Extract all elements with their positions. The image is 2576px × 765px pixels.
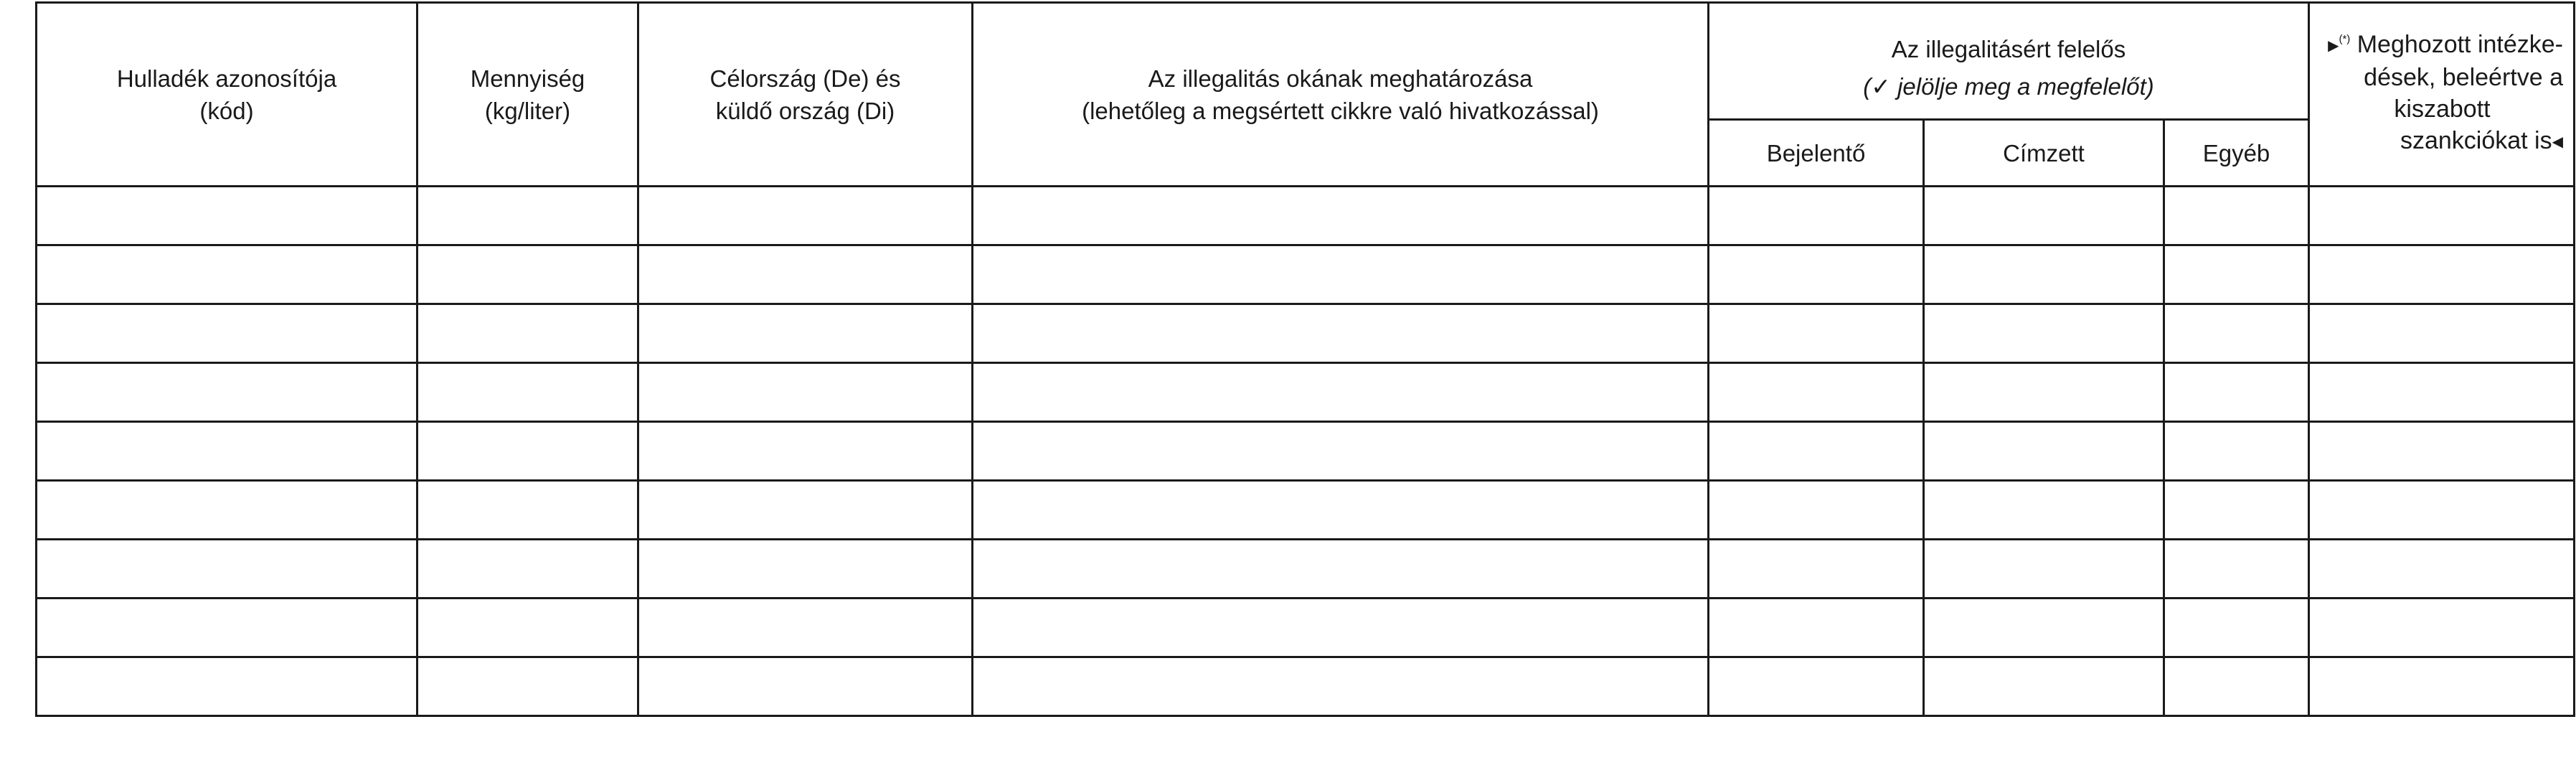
table-cell[interactable]	[2164, 422, 2309, 481]
table-cell[interactable]	[2309, 422, 2575, 481]
header-responsible-title: Az illegalitásért felelős	[1891, 36, 2126, 62]
table-cell[interactable]	[417, 245, 638, 304]
table-cell[interactable]	[2164, 187, 2309, 245]
table-cell[interactable]	[1709, 540, 1924, 599]
measures-line3: kiszabott	[2394, 95, 2491, 123]
amendment-start-marker-icon: ▶	[2328, 38, 2339, 55]
table-cell[interactable]	[973, 540, 1709, 599]
header-waste-id-line1: Hulladék azonosítója	[116, 65, 337, 92]
check-mark-icon: ✓	[1871, 73, 1891, 100]
table-cell[interactable]	[1924, 245, 2164, 304]
header-country-line1: Célország (De) és	[709, 65, 901, 92]
header-responsible	[1709, 3, 2309, 120]
table-cell[interactable]	[2309, 245, 2575, 304]
table-cell[interactable]	[638, 187, 973, 245]
header-reason-line2: (lehetőleg a megsértett cikkre való hivatkozással)	[1082, 97, 1599, 124]
table-cell[interactable]	[417, 540, 638, 599]
amendment-end-marker-icon: ◀	[2552, 134, 2563, 151]
table-cell[interactable]	[2164, 540, 2309, 599]
table-cell[interactable]	[2309, 187, 2575, 245]
table-cell[interactable]	[417, 422, 638, 481]
table-cell[interactable]	[37, 422, 417, 481]
table-cell[interactable]	[638, 540, 973, 599]
table-row	[37, 422, 2575, 481]
table-cell[interactable]	[1709, 481, 1924, 540]
table-row	[37, 481, 2575, 540]
table-cell[interactable]	[2164, 481, 2309, 540]
table-cell[interactable]	[37, 540, 417, 599]
header-other: Egyéb	[2164, 120, 2309, 187]
header-reason-line1: Az illegalitás okának meghatározása	[1148, 65, 1533, 92]
table-cell[interactable]	[417, 304, 638, 363]
table-cell[interactable]	[2164, 657, 2309, 716]
table-cell[interactable]	[2164, 599, 2309, 657]
table-cell[interactable]	[2309, 304, 2575, 363]
header-notifier: Bejelentő	[1709, 120, 1924, 187]
table-cell[interactable]	[2309, 540, 2575, 599]
table-cell[interactable]	[37, 599, 417, 657]
table-cell[interactable]	[37, 187, 417, 245]
instruction-text: jelölje meg a megfelelőt)	[1897, 73, 2154, 100]
table-cell[interactable]	[2164, 304, 2309, 363]
measures-text	[2321, 24, 2563, 158]
table-cell[interactable]	[638, 363, 973, 422]
table-cell[interactable]	[1709, 304, 1924, 363]
table-cell[interactable]	[1924, 657, 2164, 716]
table-cell[interactable]	[638, 481, 973, 540]
table-row	[37, 304, 2575, 363]
table-cell[interactable]	[638, 304, 973, 363]
table-cell[interactable]	[1709, 363, 1924, 422]
table-cell[interactable]	[37, 657, 417, 716]
open-paren: (	[1863, 73, 1872, 100]
table-cell[interactable]	[638, 422, 973, 481]
table-cell[interactable]	[1709, 245, 1924, 304]
header-quantity-line1: Mennyiség	[470, 65, 585, 92]
measures-line2: dések, beleértve a	[2364, 64, 2563, 92]
table-cell[interactable]	[1709, 599, 1924, 657]
table-cell[interactable]	[973, 363, 1709, 422]
table-body	[37, 187, 2575, 716]
table-cell[interactable]	[2309, 363, 2575, 422]
header-quantity-line2: (kg/liter)	[484, 97, 571, 124]
table-cell[interactable]	[2309, 599, 2575, 657]
table-cell[interactable]	[2309, 657, 2575, 716]
table-cell[interactable]	[37, 245, 417, 304]
table-cell[interactable]	[973, 481, 1709, 540]
table-cell[interactable]	[417, 481, 638, 540]
table-row	[37, 187, 2575, 245]
table-cell[interactable]	[37, 481, 417, 540]
table-cell[interactable]	[2164, 363, 2309, 422]
table-cell[interactable]	[973, 657, 1709, 716]
illegal-shipment-table	[35, 1, 2575, 717]
table-cell[interactable]	[638, 657, 973, 716]
table-cell[interactable]	[37, 304, 417, 363]
table-cell[interactable]	[1924, 422, 2164, 481]
table-row	[37, 363, 2575, 422]
table-cell[interactable]	[417, 599, 638, 657]
measures-line4: szankciókat is	[2400, 127, 2552, 155]
table-cell[interactable]	[1924, 599, 2164, 657]
table-cell[interactable]	[1709, 422, 1924, 481]
table-cell[interactable]	[1924, 187, 2164, 245]
table-cell[interactable]	[37, 363, 417, 422]
table-cell[interactable]	[417, 657, 638, 716]
header-row-top	[37, 3, 2575, 120]
table-cell[interactable]	[638, 245, 973, 304]
table-cell[interactable]	[973, 245, 1709, 304]
table-row	[37, 599, 2575, 657]
table-cell[interactable]	[973, 187, 1709, 245]
table-row	[37, 245, 2575, 304]
header-consignee: Címzett	[1924, 120, 2164, 187]
table-cell[interactable]	[2309, 481, 2575, 540]
measures-line1: Meghozott intézke-	[2356, 31, 2563, 58]
measures-line4-wrap	[2321, 125, 2563, 158]
table-row	[37, 657, 2575, 716]
header-responsible-instruction	[1709, 68, 2308, 105]
header-measures	[2309, 3, 2575, 187]
table-cell[interactable]	[2164, 245, 2309, 304]
table-cell[interactable]	[1924, 481, 2164, 540]
header-quantity	[417, 3, 638, 187]
table-cell[interactable]	[973, 422, 1709, 481]
header-waste-id-line2: (kód)	[199, 97, 254, 124]
table-cell[interactable]	[1924, 540, 2164, 599]
header-illegality-reason	[973, 3, 1709, 187]
header-waste-id	[37, 3, 417, 187]
header-country-line2: küldő ország (Di)	[715, 97, 895, 124]
table-cell[interactable]	[638, 599, 973, 657]
footnote-marker: (*)	[2339, 33, 2351, 45]
table-cell[interactable]	[417, 187, 638, 245]
table-cell[interactable]	[1709, 187, 1924, 245]
table-cell[interactable]	[973, 304, 1709, 363]
table-cell[interactable]	[1924, 363, 2164, 422]
table-cell[interactable]	[1709, 657, 1924, 716]
table-row	[37, 540, 2575, 599]
table-cell[interactable]	[973, 599, 1709, 657]
header-country	[638, 3, 973, 187]
table-cell[interactable]	[417, 363, 638, 422]
table-cell[interactable]	[1924, 304, 2164, 363]
